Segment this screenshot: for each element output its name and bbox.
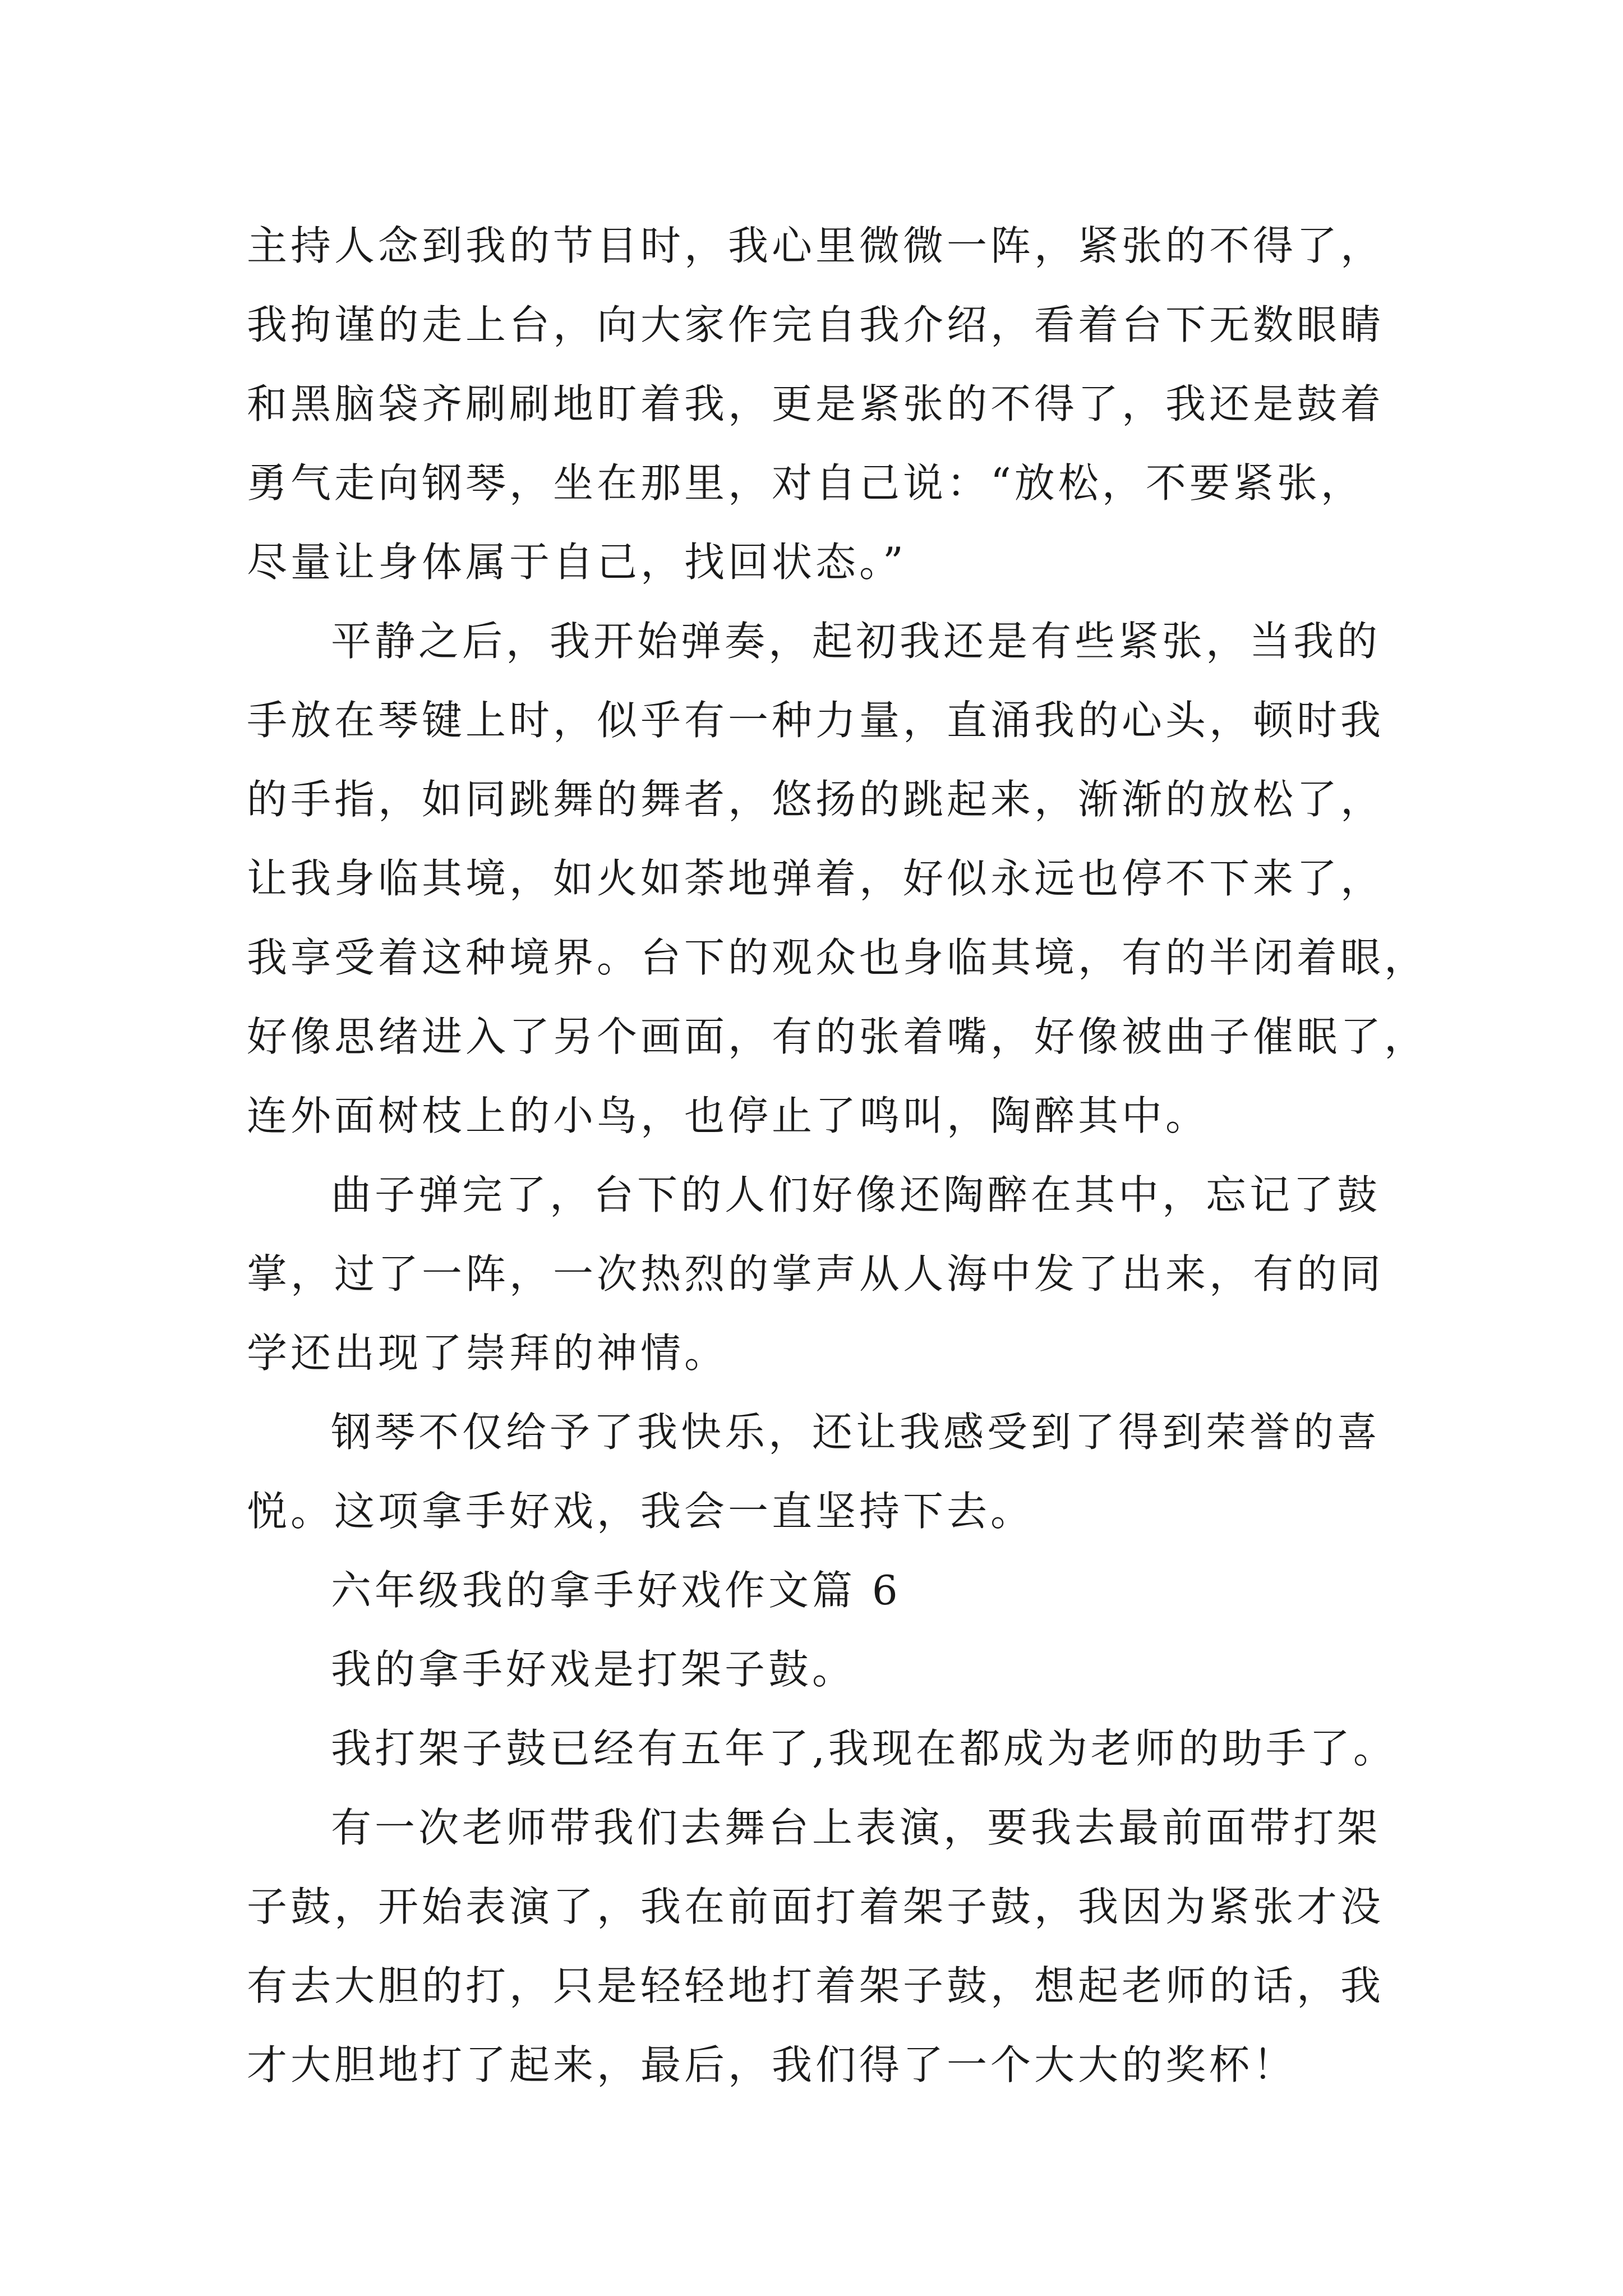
text-line: 悦。这项拿手好戏，我会一直坚持下去。 xyxy=(247,1488,1035,1535)
text-line: 学还出现了崇拜的神情。 xyxy=(247,1329,728,1377)
text-line: 我拘谨的走上台，向大家作完自我介绍，看着台下无数眼睛 xyxy=(247,301,1385,348)
text-line: 才大胆地打了起来，最后，我们得了一个大大的奖杯！ xyxy=(247,2041,1297,2088)
paragraph-first-line: 我打架子鼓已经有五年了,我现在都成为老师的助手了。 xyxy=(331,1725,1397,1772)
paragraph-first-line: 我的拿手好戏是打架子鼓。 xyxy=(331,1646,856,1693)
text-line: 让我身临其境，如火如荼地弹着，好似永远也停不下来了， xyxy=(247,855,1385,902)
paragraph-first-line: 有一次老师带我们去舞台上表演，要我去最前面带打架 xyxy=(331,1804,1381,1851)
text-line: 勇气走向钢琴，坐在那里，对自己说：“放松，不要紧张， xyxy=(247,459,1364,507)
paragraph-first-line: 钢琴不仅给予了我快乐，还让我感受到了得到荣誉的喜 xyxy=(331,1409,1381,1456)
text-line: 有去大胆的打，只是轻轻地打着架子鼓，想起老师的话，我 xyxy=(247,1962,1385,2009)
text-line: 的手指，如同跳舞的舞者，悠扬的跳起来，渐渐的放松了， xyxy=(247,776,1385,823)
text-line: 尽量让身体属于自己，找回状态。” xyxy=(247,539,907,586)
text-line: 手放在琴键上时，似乎有一种力量，直涌我的心头，顿时我 xyxy=(247,697,1385,744)
text-line: 子鼓，开始表演了，我在前面打着架子鼓，我因为紧张才没 xyxy=(247,1883,1385,1930)
text-line: 连外面树枝上的小鸟，也停止了鸣叫，陶醉其中。 xyxy=(247,1092,1210,1139)
text-line: 好像思绪进入了另个画面，有的张着嘴，好像被曲子催眠了， xyxy=(247,1013,1428,1060)
text-line: 我享受着这种境界。台下的观众也身临其境，有的半闭着眼， xyxy=(247,934,1428,981)
section-heading: 六年级我的拿手好戏作文篇 6 xyxy=(331,1567,901,1614)
text-line: 掌，过了一阵，一次热烈的掌声从人海中发了出来，有的同 xyxy=(247,1250,1385,1297)
paragraph-first-line: 曲子弹完了，台下的人们好像还陶醉在其中，忘记了鼓 xyxy=(331,1171,1381,1218)
paragraph-first-line: 平静之后，我开始弹奏，起初我还是有些紧张，当我的 xyxy=(331,618,1381,665)
text-line: 和黑脑袋齐刷刷地盯着我，更是紧张的不得了，我还是鼓着 xyxy=(247,380,1385,427)
text-line: 主持人念到我的节目时，我心里微微一阵，紧张的不得了， xyxy=(247,222,1385,269)
